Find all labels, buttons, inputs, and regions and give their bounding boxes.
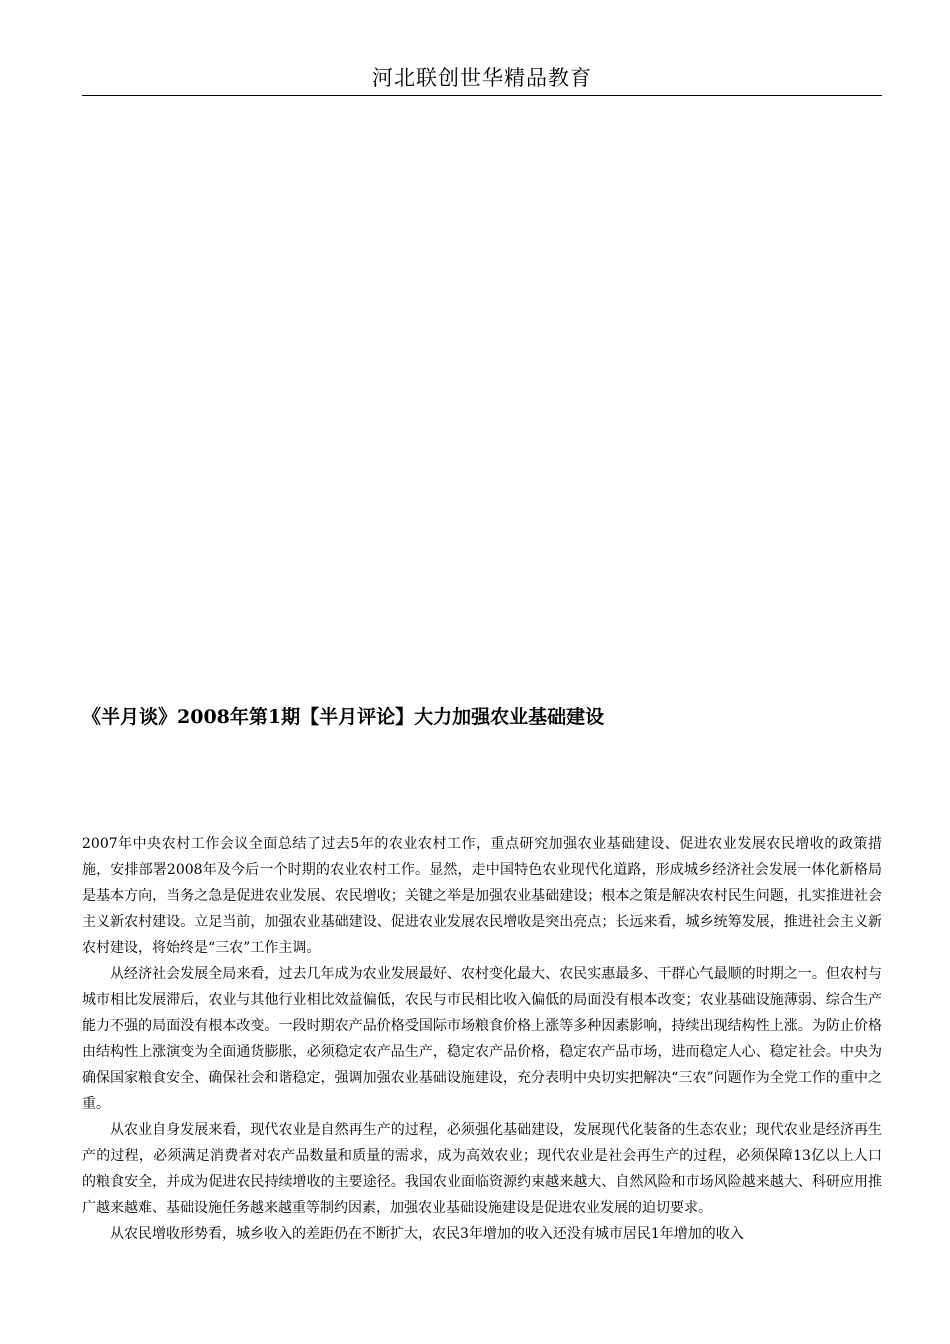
header-title: 河北联创世华精品教育	[372, 66, 592, 90]
article-title: 《半月谈》2008年第1期【半月评论】大力加强农业基础建设	[82, 706, 605, 728]
paragraph-3: 从农业自身发展来看，现代农业是自然再生产的过程，必须强化基础建设，发展现代化装备的生态农业；现代农业是经济再生产的过程，必须满足消费者对农产品数量和质量的需求，成为高效农业；现代农业是社会再生产的过程，必须保障13亿以上人口的粮食安全，并成为促进农民持续增收的主要途径。我国农业面临资源约束越来越大、自然风险和市场风险越来越大、科研应用推广越来越难、基础设施任务越来越重等制约因素，加强农业基础设施建设是促进农业发展的迫切要求。	[82, 1122, 882, 1216]
page-header	[82, 62, 882, 96]
paragraph-1: 2007年中央农村工作会议全面总结了过去5年的农业农村工作，重点研究加强农业基础建设、促进农业发展农民增收的政策措施，安排部署2008年及今后一个时期的农业农村工作。显然，走中国特色农业现代化道路，形成城乡经济社会发展一体化新格局是基本方向，当务之急是促进农业发展、农民增收；关键之举是加强农业基础建设；根本之策是解决农村民生问题，扎实推进社会主义新农村建设。立足当前，加强农业基础建设、促进农业发展农民增收是突出亮点；长远来看，城乡统筹发展，推进社会主义新农村建设，将始终是“三农”工作主调。	[82, 836, 882, 956]
paragraph-2: 从经济社会发展全局来看，过去几年成为农业发展最好、农村变化最大、农民实惠最多、干群心气最顺的时期之一。但农村与城市相比发展滞后，农业与其他行业相比效益偏低，农民与市民相比收入偏低的局面没有根本改变；农业基础设施薄弱、综合生产能力不强的局面没有根本改变。一段时期农产品价格受国际市场粮食价格上涨等多种因素影响，持续出现结构性上涨。为防止价格由结构性上涨演变为全面通货膨胀，必须稳定农产品生产，稳定农产品价格，稳定农产品市场，进而稳定人心、稳定社会。中央为确保国家粮食安全、确保社会和谐稳定，强调加强农业基础设施建设，充分表明中央切实把解决“三农”问题作为全党工作的重中之重。	[82, 966, 882, 1112]
paragraph-4: 从农民增收形势看，城乡收入的差距仍在不断扩大，农民3年增加的收入还没有城市居民1年增加的收入	[110, 1226, 744, 1242]
article-body	[82, 831, 882, 1247]
